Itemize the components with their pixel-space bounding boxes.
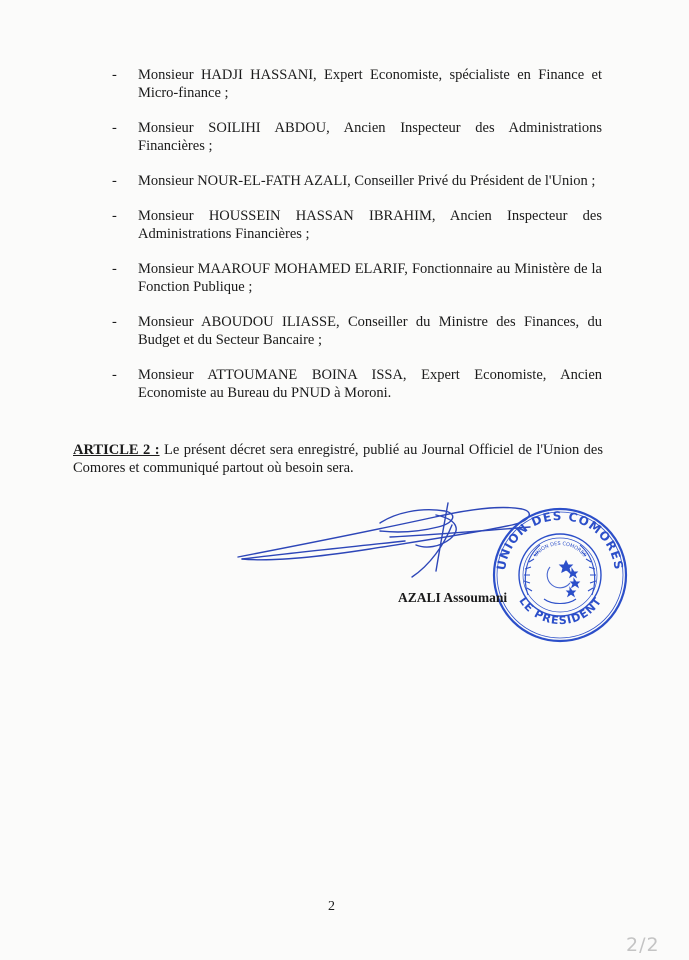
page-number: 2	[328, 899, 335, 914]
list-item-text: Monsieur HOUSSEIN HASSAN IBRAHIM, Ancien Inspecteur des Administrations Financières ;	[138, 208, 602, 242]
list-item	[112, 66, 602, 102]
page-counter-overlay: 2/2	[626, 934, 660, 956]
list-bullet: -	[112, 67, 117, 83]
list-bullet: -	[112, 208, 117, 224]
list-item-text: Monsieur ABOUDOU ILIASSE, Conseiller du Ministre des Finances, du Budget et du Secteur Bancaire ;	[138, 314, 602, 348]
article-2-text: Le présent décret sera enregistré, publié au Journal Officiel de l'Union des Comores et communiqué partout où besoin sera.	[73, 442, 603, 476]
list-bullet: -	[112, 173, 117, 189]
list-bullet: -	[112, 261, 117, 277]
seal-bottom-text: LE PRESIDENT	[516, 594, 605, 628]
seal-top-text: UNION DES COMORES	[494, 508, 626, 572]
svg-text:UNION DES COMORES	[494, 509, 626, 571]
list-item-text: Monsieur ATTOUMANE BOINA ISSA, Expert Economiste, Ancien Economiste au Bureau du PNUD à Moroni.	[138, 367, 602, 401]
list-bullet: -	[112, 367, 117, 383]
list-item	[112, 313, 602, 349]
list-item	[112, 366, 602, 402]
list-item	[112, 119, 602, 155]
article-2-label: ARTICLE 2 :	[73, 442, 160, 458]
svg-text:LE PRESIDENT	[516, 595, 604, 628]
signer-name: AZALI Assoumani	[398, 590, 508, 605]
seal-inner-text: UNION DES COMORES	[532, 540, 588, 559]
list-bullet: -	[112, 120, 117, 136]
article-2-paragraph	[73, 441, 603, 477]
members-list	[112, 66, 602, 419]
list-item	[112, 172, 602, 190]
list-item	[112, 260, 602, 296]
list-item-text: Monsieur MAAROUF MOHAMED ELARIF, Fonctionnaire au Ministère de la Fonction Publique ;	[138, 261, 602, 295]
list-bullet: -	[112, 314, 117, 330]
list-item-text: Monsieur HADJI HASSANI, Expert Economiste, spécialiste en Finance et Micro-finance ;	[138, 67, 602, 101]
list-item-text: Monsieur NOUR-EL-FATH AZALI, Conseiller Privé du Président de l'Union ;	[138, 173, 596, 189]
presidential-seal-stamp	[488, 495, 633, 650]
list-item	[112, 207, 602, 243]
list-item-text: Monsieur SOILIHI ABDOU, Ancien Inspecteur des Administrations Financières ;	[138, 120, 602, 154]
